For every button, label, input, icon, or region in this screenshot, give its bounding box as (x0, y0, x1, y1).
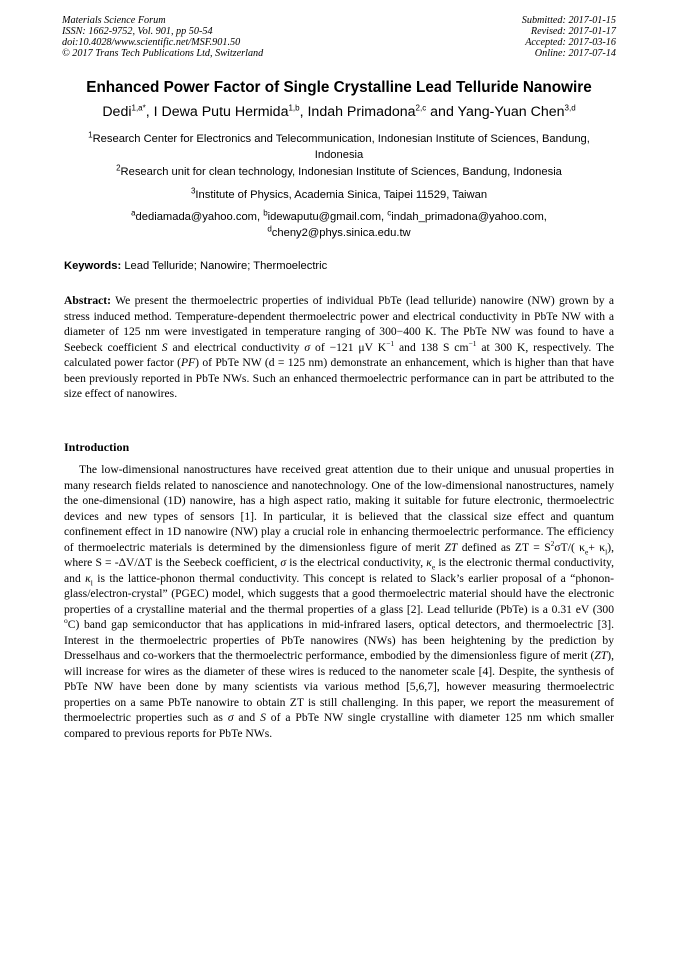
journal-name: Materials Science Forum (62, 15, 166, 26)
author-name: Indah Primadona (307, 104, 416, 120)
intro-text: + κ (588, 540, 606, 554)
keywords-text: Lead Telluride; Nanowire; Thermoelectric (124, 260, 328, 272)
email-address: idewaputu@gmail.com (267, 211, 382, 223)
author-name: I Dewa Putu Hermida (153, 104, 289, 120)
subscript: l (90, 577, 93, 587)
keywords-label: Keywords: (64, 260, 122, 272)
subscript: l (605, 546, 608, 556)
symbol-kappa: κ (426, 556, 432, 569)
intro-text: σT/( κ (554, 540, 586, 554)
symbol-seebeck: S (260, 711, 266, 724)
symbol-zt: ZT (444, 540, 458, 554)
abstract-text: of −121 μV K (310, 340, 387, 354)
abstract-text: and 138 S cm (394, 340, 469, 354)
abstract-text: at 300 K, respectively. The calculated power factor ( (64, 340, 615, 369)
affiliation-text: Institute of Physics, Academia Sinica, Taipei 11529, Taiwan (195, 189, 488, 201)
email-address: dediamada@yahoo.com (135, 211, 257, 223)
symbol-sigma: σ (227, 711, 234, 724)
date-online: Online: 2017-07-14 (534, 48, 616, 59)
exponent: −1 (386, 338, 395, 348)
symbol-power-factor: PF (180, 356, 196, 369)
intro-text: of a PbTe NW single crystalline with diameter 125 nm which smaller compared to previous reports for PbTe NWs. (64, 711, 615, 740)
exponent: −1 (468, 338, 477, 348)
journal-issn: ISSN: 1662-9752, Vol. 901, pp 50-54 (62, 26, 213, 37)
intro-text: is the lattice-phonon thermal conductivity. This concept is related to Slack’s earlier proposal of a “phonon-glass/electron-crystal” (PGEC) model, which suggests that a good thermoelectric material should have the electronic properties of a crystalline material and the thermal properties of a glass [2]. Lead telluride (PbTe) is a 0.31 eV (300 (64, 571, 614, 616)
email-list: $^a$dediamada@yahoo.com, $^b$idewaputu@gmail.com, $^c$indah_primadona@yahoo.com, $^d$cheny2@phys.sinica.edu.tw (131, 208, 547, 239)
intro-text: and (233, 711, 261, 724)
keywords (64, 258, 327, 274)
publication-dates (522, 15, 616, 59)
author-list (40, 103, 638, 121)
author-affiliation-mark: 1,a* (131, 103, 146, 113)
symbol-kappa: κ (85, 571, 91, 585)
abstract (64, 293, 614, 402)
journal-doi: doi:10.4028/www.scientific.net/MSF.901.50 (62, 37, 241, 48)
author-affiliation-mark: 2,c (415, 103, 427, 113)
date-submitted: Submitted: 2017-01-15 (521, 15, 616, 26)
intro-text: The low-dimensional nanostructures have received great attention due to their unique and unusual properties in many research fields related to nanoscience and nanotechnology. One of the low-dimensional nanostructures, namely the one-dimensional (1D) nanowire, has a high aspect ratio, making it suitable for future electronic, thermoelectric devices and new types of sensors [1]. In particular, it is believed that the classical size effect and quantum confinement effect in 1D nanowire (NW) play a crucial role in enhancing thermoelectric performance. The efficiency of thermoelectric materials is determined by the dimensionless figure of merit (64, 463, 614, 554)
affiliation-2 (66, 164, 612, 180)
affiliation-mark: 3 (190, 186, 196, 196)
affiliation-mark: 2 (116, 163, 121, 173)
email-mark: b (263, 208, 268, 218)
affiliation-mark: 1 (88, 130, 93, 140)
intro-text: ), will increase for wires as the diameter of these wires is reduced to the nanometer scale [4]. Despite, the synthesis of PbTe NW have been done by many scientists via various method [5,6,7], however measuring thermoelectric properties on a same PbTe nanowire to obtain ZT is still challenging. In this paper, we report the measurement of thermoelectric properties such as (64, 649, 614, 724)
intro-text: defined as ZT = S (457, 540, 551, 554)
abstract-text: ) of PbTe NW (d = 125 nm) demonstrate an enhancement, which is higher than that have been previously reported in PbTe NWs. Such an enhanced thermoelectric performance can in part be attributed to the size effect of nanowires. (64, 356, 614, 400)
author-name: Yang-Yuan Chen (457, 104, 565, 120)
journal-copyright: © 2017 Trans Tech Publications Ltd, Switzerland (62, 48, 264, 59)
author-affiliation-mark: 1,b (288, 103, 300, 113)
intro-text: ), where S = -ΔV/ΔT is the Seebeck coefficient, (64, 540, 614, 569)
abstract-text: and electrical conductivity (167, 340, 305, 354)
section-heading-introduction: Introduction (64, 440, 130, 454)
degree-mark: o (64, 616, 68, 626)
symbol-zt: ZT (594, 649, 608, 662)
abstract-label: Abstract: (64, 294, 112, 307)
author-name: Dedi (102, 104, 132, 120)
affiliation-3 (66, 187, 612, 203)
email-mark: c (387, 208, 392, 218)
journal-info (62, 15, 263, 59)
email-address: indah_primadona@yahoo.com (391, 211, 544, 223)
affiliation-text: Research Center for Electronics and Telecommunication, Indonesian Institute of Sciences, Bandung, Indonesia (92, 133, 590, 161)
date-revised: Revised: 2017-01-17 (530, 26, 616, 37)
author-separator: and (426, 104, 458, 120)
author-affiliation-mark: 3,d (564, 103, 576, 113)
author-separator: , (299, 104, 308, 120)
email-mark: d (267, 224, 272, 234)
symbol-seebeck: S (161, 340, 168, 354)
symbol-sigma: σ (304, 340, 311, 354)
exponent: 2 (550, 538, 555, 548)
author-separator: , (145, 104, 154, 120)
date-accepted: Accepted: 2017-03-16 (525, 37, 616, 48)
intro-text: C) band gap semiconductor that has applications in mid-infrared lasers, optical detectors, and thermoelectric [3]. Interest in the thermoelectric properties of PbTe nanowires (NWs) has been heightening by the prediction by Dresselhaus and co-workers that the thermoelectric performance, embodied by the dimensionless figure of merit ( (64, 618, 614, 662)
affiliation-1 (66, 131, 612, 163)
email-address: cheny2@phys.sinica.edu.tw (271, 227, 411, 239)
subscript: e (585, 546, 589, 556)
subscript: e (431, 562, 436, 572)
email-mark: a (131, 208, 136, 218)
affiliation-text: Research unit for clean technology, Indonesian Institute of Sciences, Bandung, Indonesia (120, 166, 562, 178)
abstract-text: We present the thermoelectric properties of individual PbTe (lead telluride) nanowire (NW) grown by a stress induced method. Temperature-dependent thermoelectric power and electrical conductivity in PbTe NW with a diameter of 125 nm were investigated in temperature ranging of 300−400 K. The PbTe NW was found to have a Seebeck coefficient (64, 294, 614, 354)
intro-text: is the electrical conductivity, (286, 556, 427, 569)
paper-title: Enhanced Power Factor of Single Crystalline Lead Telluride Nanowire (86, 79, 592, 96)
symbol-sigma: σ (280, 556, 287, 569)
intro-text: is the electronic thermal conductivity, and (64, 556, 614, 585)
introduction-paragraph (64, 462, 614, 741)
